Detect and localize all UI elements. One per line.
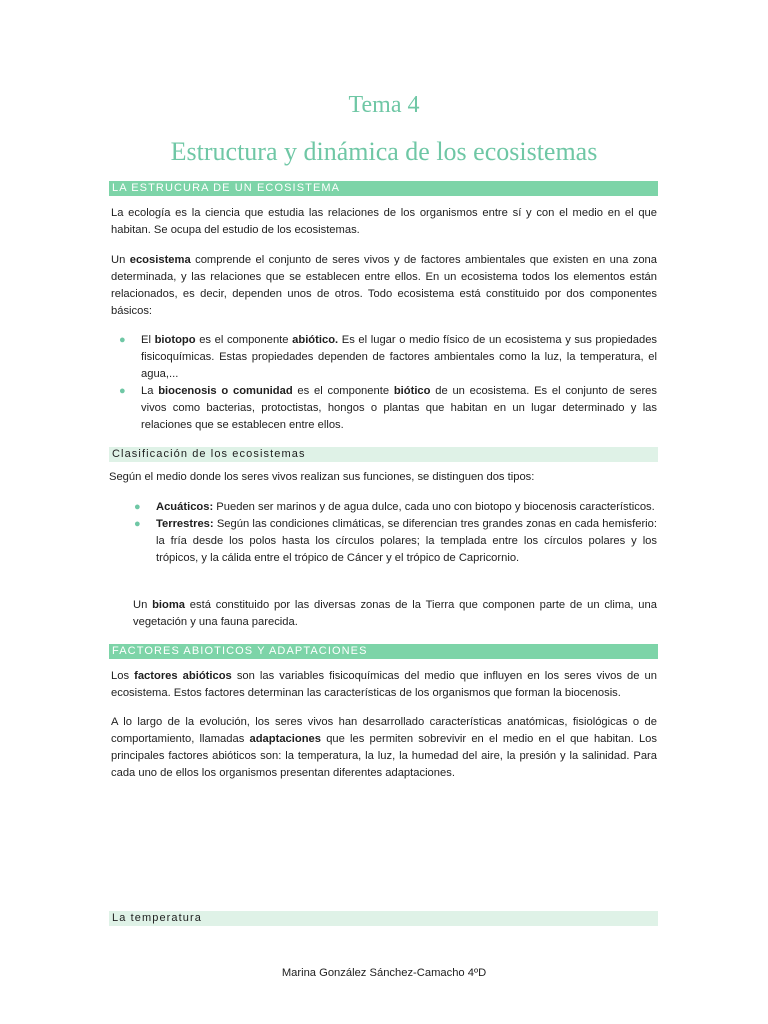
list-tipos — [134, 499, 657, 567]
paragraph-adaptaciones — [111, 714, 657, 782]
text-segment: Un — [111, 254, 130, 266]
text-segment: de un ecosistema. Es el conjunto de seres vivos como bacterias, protoctistas, hongos o plantas que habitan en un lugar determinado y las relaciones que se establecen entre ellos. — [141, 385, 657, 431]
paragraph-bioma — [133, 597, 657, 631]
term-abiotico: abiótico. — [292, 334, 339, 346]
page-subtitle: Estructura y dinámica de los ecosistemas — [170, 137, 598, 166]
section-heading-factores: FACTORES ABIOTICOS Y ADAPTACIONES — [109, 644, 658, 659]
bullet-icon: ● — [119, 334, 126, 346]
section-heading-temperatura: La temperatura — [109, 911, 658, 926]
list-componentes — [119, 332, 658, 434]
bullet-icon: ● — [119, 385, 126, 397]
section-heading-estructura: LA ESTRUCURA DE UN ECOSISTEMA — [109, 181, 658, 196]
term-terrestres: Terrestres: — [156, 518, 214, 530]
text-segment: La — [141, 385, 159, 397]
page-title: Tema 4 — [348, 92, 420, 118]
term-acuaticos: Acuáticos: — [156, 501, 214, 513]
list-item — [119, 383, 657, 434]
term-ecosistema: ecosistema — [129, 254, 191, 266]
text-segment: son las variables fisicoquímicas del medio que influyen en los seres vivos de un ecosistema. Estos factores determinan las características de los organismos que forman la biocenosis. — [111, 670, 657, 699]
text-segment: es el componente — [292, 385, 394, 397]
text-segment: Según las condiciones climáticas, se diferencian tres grandes zonas en cada hemisferio: la fría desde los polos hasta los círculos polares; la templada entre los círculos polares y los trópicos, y la cálida entre el trópico de Cáncer y el trópico de Capricornio. — [156, 518, 657, 564]
text-segment: Es el lugar o medio físico de un ecosistema y sus propiedades fisicoquímicas. Estas propiedades dependen de factores ambientales como la luz, la temperatura, el agua,... — [141, 334, 658, 380]
text-segment: Un — [133, 599, 153, 611]
term-biocenosis: biocenosis o comunidad — [158, 385, 293, 397]
list-item — [134, 499, 657, 516]
paragraph-ecosistema — [111, 252, 657, 320]
text-segment: que les permiten sobrevivir en el medio en el que habitan. Los principales factores abióticos son: la temperatura, la luz, la humedad del aire, la presión y la salinidad. Para cada uno de ellos los organismos presentan diferentes adaptaciones. — [111, 733, 657, 779]
footer-author: Marina González Sánchez-Camacho 4ºD — [281, 967, 487, 979]
bullet-icon: ● — [134, 501, 141, 513]
term-factores-abioticos: factores abióticos — [134, 670, 232, 682]
list-item — [134, 516, 657, 567]
paragraph-factores-abioticos — [111, 668, 657, 702]
section-heading-clasificacion: Clasificación de los ecosistemas — [109, 447, 658, 462]
list-item — [119, 332, 658, 383]
paragraph-tipos-intro: Según el medio donde los seres vivos realizan sus funciones, se distinguen dos tipos: — [109, 471, 535, 483]
paragraph-ecologia: La ecología es la ciencia que estudia las relaciones de los organismos entre sí y con el medio en el que habitan. Se ocupa del estudio de los ecosistemas. — [111, 207, 657, 236]
text-segment: Los — [111, 670, 135, 682]
term-biotopo: biotopo — [154, 334, 196, 346]
text-segment: comprende el conjunto de seres vivos y de factores ambientales que existen en una zona determinada, y las relaciones que se establecen entre ellos. En un ecosistema todos los elementos están relacionados, es decir, dependen unos de otros. Todo ecosistema está constituido por dos componentes básicos: — [111, 254, 657, 317]
text-segment: A lo largo de la evolución, los seres vivos han desarrollado características anatómicas, fisiológicas o de comportamiento, llamadas — [111, 716, 657, 745]
text-segment: está constituido por las diversas zonas de la Tierra que componen parte de un clima, una vegetación y una fauna parecida. — [133, 599, 657, 628]
text-segment: es el componente — [195, 334, 293, 346]
term-biotico: biótico — [393, 385, 431, 397]
term-bioma: bioma — [152, 599, 186, 611]
text-segment: El — [141, 334, 155, 346]
term-adaptaciones: adaptaciones — [249, 733, 321, 745]
bullet-icon: ● — [134, 518, 141, 530]
text-segment: Pueden ser marinos y de agua dulce, cada uno con biotopo y biocenosis característicos. — [213, 501, 655, 513]
